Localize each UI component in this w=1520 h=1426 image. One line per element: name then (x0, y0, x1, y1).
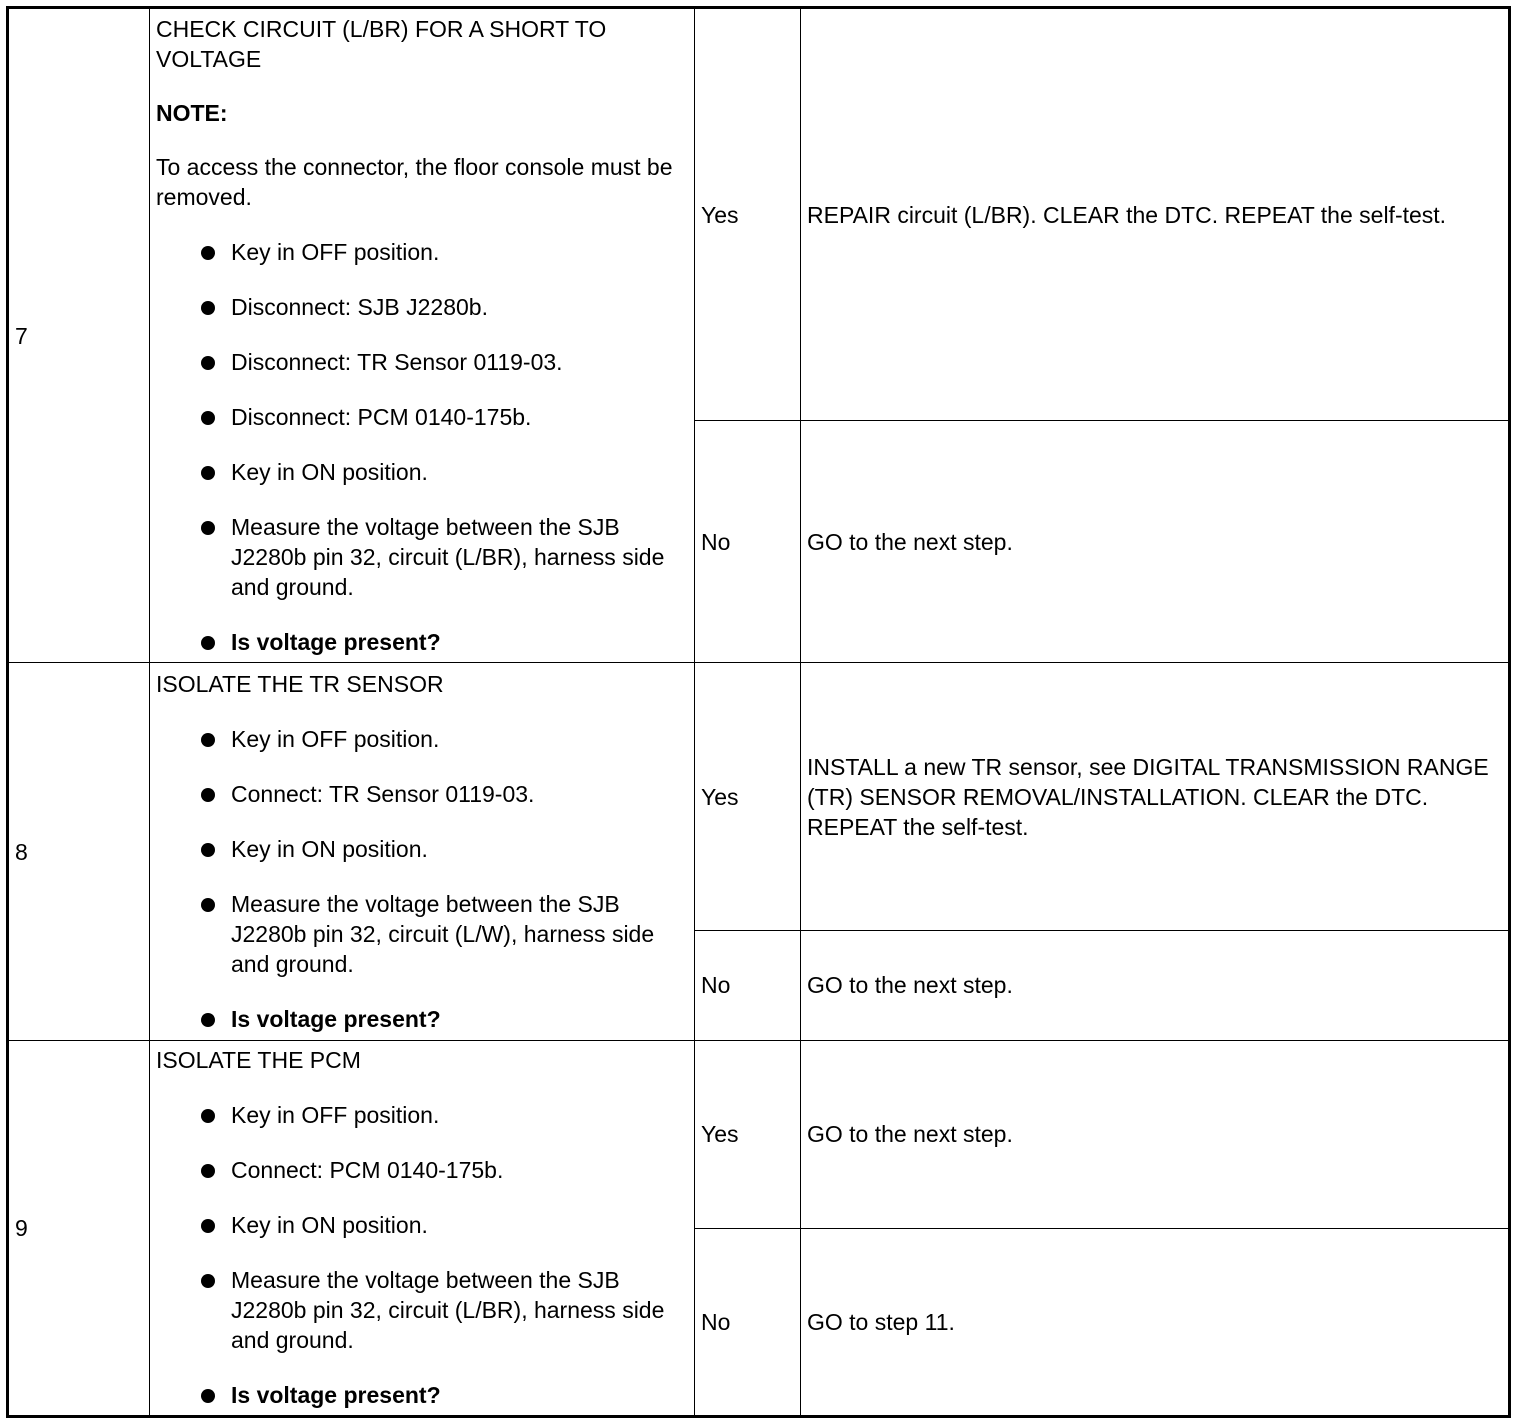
action-list (156, 237, 688, 657)
diagnostic-step-table (6, 6, 1511, 1418)
question-item: Is voltage present? (156, 1004, 688, 1034)
step-actions (150, 663, 695, 1040)
result-no: No (695, 930, 801, 1040)
list-item: Key in ON position. (156, 834, 688, 864)
list-item: Connect: TR Sensor 0119-03. (156, 779, 688, 809)
result-yes: Yes (695, 663, 801, 930)
list-item: Measure the voltage between the SJB J2280b pin 32, circuit (L/W), harness side and ground. (156, 889, 688, 979)
question-item: Is voltage present? (156, 1380, 688, 1410)
bullet-icon (201, 636, 215, 650)
remedy-yes: INSTALL a new TR sensor, see DIGITAL TRANSMISSION RANGE (TR) SENSOR REMOVAL/INSTALLATION. CLEAR the DTC. REPEAT the self-test. (801, 663, 1510, 930)
bullet-icon (201, 733, 215, 747)
bullet-icon (201, 521, 215, 535)
bullet-icon (201, 1013, 215, 1027)
bullet-icon (201, 301, 215, 315)
remedy-no: GO to the next step. (801, 421, 1510, 663)
step-row-7 (8, 8, 1510, 421)
bullet-icon (201, 356, 215, 370)
list-item: Key in OFF position. (156, 724, 688, 754)
bullet-icon (201, 1274, 215, 1288)
result-yes: Yes (695, 8, 801, 421)
bullet-icon (201, 1164, 215, 1178)
list-item: Connect: PCM 0140-175b. (156, 1155, 688, 1185)
list-item: Key in ON position. (156, 457, 688, 487)
action-list (156, 1100, 688, 1410)
remedy-yes: GO to the next step. (801, 1040, 1510, 1228)
list-item: Disconnect: SJB J2280b. (156, 292, 688, 322)
list-item: Disconnect: TR Sensor 0119-03. (156, 347, 688, 377)
step-row-8 (8, 663, 1510, 930)
bullet-icon (201, 788, 215, 802)
bullet-icon (201, 1219, 215, 1233)
list-item: Key in OFF position. (156, 237, 688, 267)
step-actions (150, 8, 695, 663)
note-label: NOTE: (156, 100, 228, 127)
step-number: 8 (8, 663, 150, 1040)
step-number: 7 (8, 8, 150, 663)
bullet-icon (201, 898, 215, 912)
bullet-icon (201, 1389, 215, 1403)
note-text: To access the connector, the floor console must be removed. (156, 154, 673, 211)
result-no: No (695, 1228, 801, 1416)
remedy-no: GO to step 11. (801, 1228, 1510, 1416)
list-item: Measure the voltage between the SJB J2280b pin 32, circuit (L/BR), harness side and ground. (156, 1265, 688, 1355)
bullet-icon (201, 246, 215, 260)
remedy-no: GO to the next step. (801, 930, 1510, 1040)
bullet-icon (201, 843, 215, 857)
list-item: Disconnect: PCM 0140-175b. (156, 402, 688, 432)
step-title: ISOLATE THE PCM (156, 1047, 361, 1074)
list-item: Key in OFF position. (156, 1100, 688, 1130)
bullet-icon (201, 466, 215, 480)
bullet-icon (201, 1109, 215, 1123)
step-title: ISOLATE THE TR SENSOR (156, 671, 444, 698)
result-no: No (695, 421, 801, 663)
list-item: Key in ON position. (156, 1210, 688, 1240)
question-item: Is voltage present? (156, 627, 688, 657)
list-item: Measure the voltage between the SJB J2280b pin 32, circuit (L/BR), harness side and ground. (156, 512, 688, 602)
step-title: CHECK CIRCUIT (L/BR) FOR A SHORT TO VOLTAGE (156, 16, 607, 73)
step-row-9 (8, 1040, 1510, 1228)
step-number: 9 (8, 1040, 150, 1416)
result-yes: Yes (695, 1040, 801, 1228)
step-actions (150, 1040, 695, 1416)
bullet-icon (201, 411, 215, 425)
action-list (156, 724, 688, 1034)
remedy-yes: REPAIR circuit (L/BR). CLEAR the DTC. REPEAT the self-test. (801, 8, 1510, 421)
